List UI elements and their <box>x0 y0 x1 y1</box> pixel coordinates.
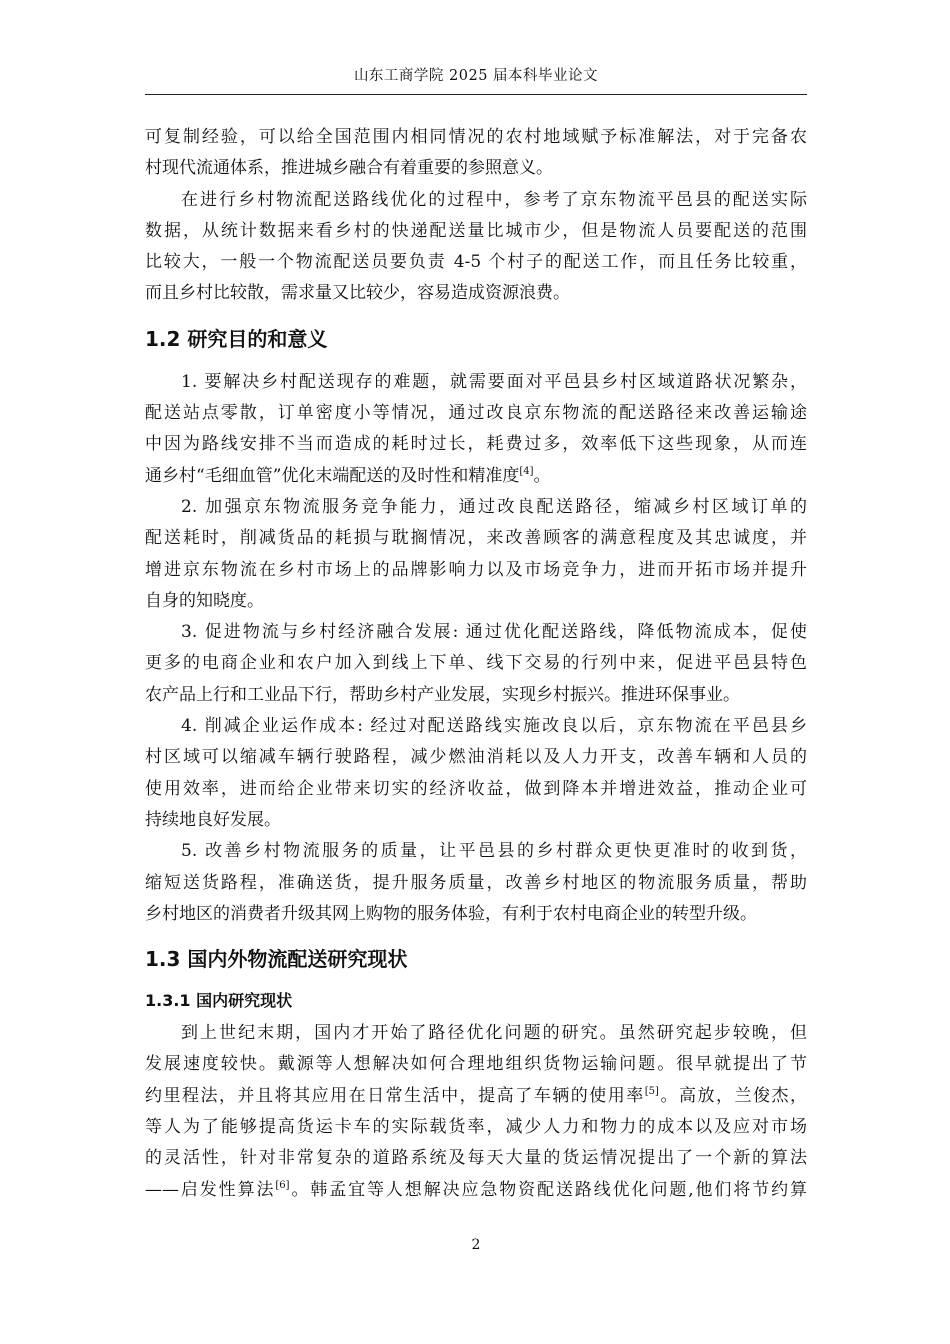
purpose-item-2 <box>145 492 807 617</box>
purpose-item-4 <box>145 711 807 836</box>
citation-ref: [6] <box>275 1179 290 1191</box>
text-line: 配送耗时，削减货品的耗损与耽搁情况，来改善顾客的满意程度及其忠诚度，并 <box>145 528 807 549</box>
paragraph-domestic-research <box>145 1018 807 1206</box>
text-line: 比较大，一般一个物流配送员要负责 4-5 个村子的配送工作，而且任务比较重， <box>145 252 807 273</box>
text-line <box>145 461 807 492</box>
text-line: 更多的电商企业和农户加入到线上下单、线下交易的行列中来，促进平邑县特色 <box>145 653 807 674</box>
text-line: 1. 要解决乡村配送现存的难题，就需要面对平邑县乡村区域道路状况繁杂， <box>181 371 807 392</box>
text-line: 可复制经验，可以给全国范围内相同情况的农村地域赋予标准解法，对于完备农 <box>145 127 807 147</box>
text-line <box>145 1175 807 1206</box>
purpose-item-5 <box>145 836 807 930</box>
text-line: 乡村地区的消费者升级其网上购物的服务体验，有利于农村电商企业的转型升级。 <box>145 903 757 924</box>
text-line: 村区域可以缩减车辆行驶路程，减少燃油消耗以及人力开支，改善车辆和人员的 <box>145 747 807 768</box>
text-line: 而且乡村比较散，需求量又比较少，容易造成资源浪费。 <box>145 283 570 304</box>
text-line: 缩短送货路程，准确送货，提升服务质量，改善乡村地区的物流服务质量，帮助 <box>145 872 807 893</box>
page-number: 2 <box>471 1237 481 1253</box>
text-line: 的灵活性，针对非常复杂的道路系统及每天大量的货运情况提出了一个新的算法 <box>145 1148 807 1169</box>
text-line <box>145 1081 807 1112</box>
text-segment: 。 <box>533 465 551 486</box>
text-line: 村现代流通体系，推进城乡融合有着重要的参照意义。 <box>145 158 553 179</box>
subsection-heading-1-3-1: 1.3.1 国内研究现状 <box>145 991 293 1011</box>
text-line: 农产品上行和工业品下行，帮助乡村产业发展，实现乡村振兴。推进环保事业。 <box>145 684 740 705</box>
text-line: 增进京东物流在乡村市场上的品牌影响力以及市场竞争力，进而开拓市场并提升 <box>145 559 807 580</box>
text-line: 使用效率，进而给企业带来切实的经济收益，做到降本并增进效益，推动企业可 <box>145 778 807 799</box>
citation-ref: [5] <box>644 1085 659 1097</box>
purpose-item-3 <box>145 617 807 711</box>
text-segment: 通乡村“毛细血管”优化末端配送的及时性和精准度 <box>145 465 520 486</box>
text-line: 2. 加强京东物流服务竞争能力，通过改良配送路径，缩减乡村区域订单的 <box>181 496 807 517</box>
text-segment: ——启发性算法 <box>145 1179 276 1200</box>
paragraph-continued <box>145 122 807 185</box>
page-body <box>145 122 807 1206</box>
section-heading-1-3: 1.3 国内外物流配送研究现状 <box>145 947 408 972</box>
text-line: 在进行乡村物流配送路线优化的过程中，参考了京东物流平邑县的配送实际 <box>181 189 807 210</box>
text-line: 到上世纪末期，国内才开始了路径优化问题的研究。虽然研究起步较晚，但 <box>181 1023 807 1044</box>
citation-ref: [4] <box>519 465 534 477</box>
text-segment: 。韩孟宜等人想解决应急物资配送路线优化问题,他们将节约算 <box>289 1179 808 1200</box>
text-line: 持续地良好发展。 <box>145 809 281 830</box>
text-line: 发展速度较快。戴源等人想解决如何合理地组织货物运输问题。很早就提出了节 <box>145 1054 807 1075</box>
text-line: 配送站点零散，订单密度小等情况，通过改良京东物流的配送路径来改善运输途 <box>145 403 807 424</box>
text-line: 3. 促进物流与乡村经济融合发展: 通过优化配送路线，降低物流成本，促使 <box>181 622 807 643</box>
text-segment: 约里程法，并且将其应用在日常生活中，提高了车辆的使用率 <box>145 1085 645 1106</box>
paragraph-jd-data <box>145 185 807 310</box>
header-rule <box>145 94 807 95</box>
text-line: 4. 削减企业运作成本: 经过对配送路线实施改良以后，京东物流在平邑县乡 <box>181 716 807 737</box>
purpose-item-1 <box>145 367 807 492</box>
text-line: 数据，从统计数据来看乡村的快递配送量比城市少，但是物流人员要配送的范围 <box>145 220 807 241</box>
text-segment: 。高放，兰俊杰， <box>658 1085 808 1106</box>
text-line: 等人为了能够提高货运卡车的实际载货率，减少人力和物力的成本以及应对市场 <box>145 1117 807 1138</box>
section-heading-1-2: 1.2 研究目的和意义 <box>145 326 328 351</box>
text-line: 自身的知晓度。 <box>145 590 264 611</box>
text-line: 5. 改善乡村物流服务的质量，让平邑县的乡村群众更快更准时的收到货， <box>181 841 807 862</box>
text-line: 中因为路线安排不当而造成的耗时过长，耗费过多，效率低下这些现象，从而连 <box>145 434 807 455</box>
running-header: 山东工商学院 2025 届本科毕业论文 <box>353 68 599 84</box>
